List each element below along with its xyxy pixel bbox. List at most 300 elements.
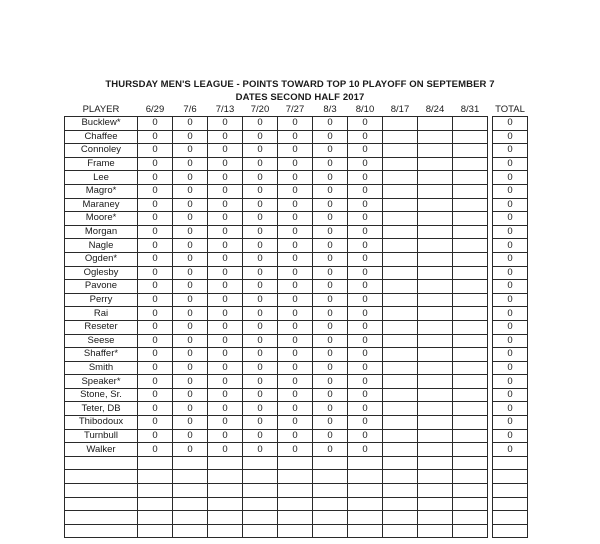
- score-cell: [383, 402, 418, 416]
- score-cell: [418, 511, 453, 525]
- table-row: [65, 511, 528, 525]
- score-cell: 0: [208, 280, 243, 294]
- table-row: [65, 416, 528, 430]
- table-row: [65, 402, 528, 416]
- score-cell: [383, 225, 418, 239]
- score-cell: 0: [348, 348, 383, 362]
- date-column-header: 8/24: [425, 104, 445, 115]
- score-cell: 0: [208, 144, 243, 158]
- score-cell: [453, 429, 488, 443]
- table-row: [65, 524, 528, 538]
- table-row: [65, 484, 528, 498]
- score-cell: 0: [313, 443, 348, 457]
- score-cell: [243, 524, 278, 538]
- score-cell: 0: [138, 293, 173, 307]
- score-cell: 0: [348, 266, 383, 280]
- player-name-cell: Frame: [65, 157, 138, 171]
- score-cell: 0: [313, 198, 348, 212]
- score-cell: [383, 443, 418, 457]
- score-cell: 0: [138, 320, 173, 334]
- table-row: [65, 171, 528, 185]
- score-cell: [383, 429, 418, 443]
- score-cell: [138, 484, 173, 498]
- player-name-cell: Shaffer*: [65, 348, 138, 362]
- total-cell: 0: [493, 198, 528, 212]
- score-cell: [453, 252, 488, 266]
- player-name-cell: Rai: [65, 307, 138, 321]
- score-cell: 0: [173, 198, 208, 212]
- score-cell: 0: [208, 239, 243, 253]
- player-name-cell: Lee: [65, 171, 138, 185]
- header-row: [65, 104, 528, 117]
- score-cell: 0: [278, 429, 313, 443]
- player-name-cell: Perry: [65, 293, 138, 307]
- score-cell: [383, 198, 418, 212]
- score-cell: [138, 456, 173, 470]
- score-cell: [418, 293, 453, 307]
- score-cell: 0: [243, 307, 278, 321]
- score-cell: [418, 497, 453, 511]
- score-cell: 0: [243, 320, 278, 334]
- table-row: [65, 307, 528, 321]
- score-cell: [313, 511, 348, 525]
- score-cell: 0: [313, 320, 348, 334]
- score-cell: 0: [208, 402, 243, 416]
- score-cell: 0: [138, 280, 173, 294]
- score-cell: 0: [138, 348, 173, 362]
- score-cell: 0: [243, 252, 278, 266]
- score-cell: 0: [173, 307, 208, 321]
- score-cell: 0: [243, 375, 278, 389]
- score-cell: [418, 225, 453, 239]
- score-cell: 0: [348, 334, 383, 348]
- score-cell: [453, 266, 488, 280]
- player-name-cell: Moore*: [65, 212, 138, 226]
- score-cell: 0: [278, 388, 313, 402]
- score-cell: [453, 388, 488, 402]
- score-cell: 0: [348, 443, 383, 457]
- score-cell: 0: [243, 348, 278, 362]
- score-cell: [453, 184, 488, 198]
- score-cell: 0: [348, 212, 383, 226]
- table-row: [65, 375, 528, 389]
- score-cell: 0: [208, 184, 243, 198]
- score-cell: 0: [348, 307, 383, 321]
- score-cell: 0: [138, 429, 173, 443]
- score-cell: [278, 484, 313, 498]
- score-cell: [383, 144, 418, 158]
- score-cell: 0: [208, 361, 243, 375]
- score-cell: 0: [208, 416, 243, 430]
- table-row: [65, 443, 528, 457]
- score-cell: [453, 239, 488, 253]
- player-name-cell: Maraney: [65, 198, 138, 212]
- date-column-header: 8/31: [460, 104, 480, 115]
- score-cell: [383, 348, 418, 362]
- score-cell: [453, 144, 488, 158]
- score-cell: 0: [173, 171, 208, 185]
- score-cell: 0: [173, 252, 208, 266]
- score-cell: [348, 497, 383, 511]
- score-cell: 0: [208, 130, 243, 144]
- score-cell: 0: [208, 307, 243, 321]
- score-cell: 0: [173, 429, 208, 443]
- total-cell: 0: [493, 157, 528, 171]
- score-cell: 0: [138, 252, 173, 266]
- score-cell: 0: [173, 117, 208, 131]
- score-cell: [383, 470, 418, 484]
- score-cell: [418, 348, 453, 362]
- score-cell: 0: [173, 225, 208, 239]
- score-cell: 0: [313, 416, 348, 430]
- score-cell: [383, 388, 418, 402]
- score-cell: [453, 198, 488, 212]
- score-cell: [418, 266, 453, 280]
- score-cell: 0: [138, 184, 173, 198]
- score-cell: 0: [313, 130, 348, 144]
- score-cell: [383, 456, 418, 470]
- score-cell: 0: [278, 402, 313, 416]
- score-cell: 0: [173, 157, 208, 171]
- score-cell: 0: [173, 130, 208, 144]
- total-cell: 0: [493, 239, 528, 253]
- score-cell: [348, 524, 383, 538]
- score-cell: 0: [173, 320, 208, 334]
- score-cell: [453, 171, 488, 185]
- score-cell: 0: [313, 402, 348, 416]
- score-cell: 0: [138, 443, 173, 457]
- score-cell: 0: [313, 184, 348, 198]
- table-body: [65, 117, 528, 538]
- score-cell: 0: [208, 252, 243, 266]
- table-row: [65, 144, 528, 158]
- score-cell: [418, 198, 453, 212]
- table-row: [65, 334, 528, 348]
- points-table: [64, 104, 528, 538]
- score-cell: 0: [348, 361, 383, 375]
- score-cell: 0: [173, 280, 208, 294]
- score-cell: 0: [173, 416, 208, 430]
- score-cell: [173, 456, 208, 470]
- score-cell: [418, 484, 453, 498]
- score-cell: 0: [348, 429, 383, 443]
- score-cell: [418, 429, 453, 443]
- score-cell: [173, 511, 208, 525]
- score-cell: [383, 171, 418, 185]
- score-cell: 0: [208, 334, 243, 348]
- score-cell: [418, 402, 453, 416]
- table-row: [65, 293, 528, 307]
- score-cell: 0: [278, 239, 313, 253]
- score-cell: [138, 497, 173, 511]
- table-row: [65, 239, 528, 253]
- total-cell: [493, 456, 528, 470]
- score-cell: 0: [348, 225, 383, 239]
- total-cell: 0: [493, 320, 528, 334]
- score-cell: 0: [138, 225, 173, 239]
- score-cell: 0: [208, 212, 243, 226]
- score-cell: 0: [138, 307, 173, 321]
- score-cell: 0: [278, 375, 313, 389]
- score-cell: [453, 348, 488, 362]
- score-cell: [313, 484, 348, 498]
- score-cell: 0: [138, 416, 173, 430]
- score-cell: [383, 320, 418, 334]
- total-cell: [493, 484, 528, 498]
- table-row: [65, 497, 528, 511]
- total-cell: 0: [493, 293, 528, 307]
- score-cell: [278, 511, 313, 525]
- score-cell: [383, 497, 418, 511]
- score-cell: [418, 252, 453, 266]
- score-cell: 0: [313, 429, 348, 443]
- score-cell: 0: [138, 388, 173, 402]
- score-cell: 0: [278, 307, 313, 321]
- score-cell: [418, 130, 453, 144]
- score-cell: [243, 497, 278, 511]
- score-cell: [418, 144, 453, 158]
- score-cell: 0: [278, 225, 313, 239]
- score-cell: 0: [173, 361, 208, 375]
- player-name-cell: [65, 511, 138, 525]
- score-cell: 0: [243, 388, 278, 402]
- score-cell: 0: [278, 334, 313, 348]
- score-cell: [348, 456, 383, 470]
- score-cell: 0: [138, 266, 173, 280]
- table-row: [65, 157, 528, 171]
- score-cell: 0: [208, 388, 243, 402]
- score-cell: [418, 280, 453, 294]
- score-cell: [453, 443, 488, 457]
- score-cell: [383, 334, 418, 348]
- score-cell: 0: [313, 375, 348, 389]
- score-cell: 0: [278, 157, 313, 171]
- player-name-cell: Walker: [65, 443, 138, 457]
- score-cell: [418, 524, 453, 538]
- score-cell: [208, 524, 243, 538]
- score-cell: 0: [278, 416, 313, 430]
- score-cell: [383, 239, 418, 253]
- score-cell: 0: [173, 388, 208, 402]
- score-cell: [383, 266, 418, 280]
- score-cell: [383, 212, 418, 226]
- score-cell: [383, 130, 418, 144]
- score-cell: 0: [313, 388, 348, 402]
- score-cell: 0: [348, 375, 383, 389]
- player-name-cell: [65, 524, 138, 538]
- score-cell: 0: [138, 212, 173, 226]
- player-name-cell: Connoley: [65, 144, 138, 158]
- score-cell: 0: [243, 225, 278, 239]
- table-row: [65, 429, 528, 443]
- score-cell: [383, 184, 418, 198]
- table-row: [65, 117, 528, 131]
- score-cell: [453, 524, 488, 538]
- score-cell: 0: [348, 144, 383, 158]
- score-cell: [453, 484, 488, 498]
- score-cell: 0: [208, 320, 243, 334]
- score-cell: [453, 307, 488, 321]
- score-cell: 0: [348, 117, 383, 131]
- score-cell: [418, 375, 453, 389]
- score-cell: 0: [313, 293, 348, 307]
- table-row: [65, 456, 528, 470]
- score-cell: 0: [243, 361, 278, 375]
- total-cell: 0: [493, 402, 528, 416]
- score-cell: [313, 470, 348, 484]
- score-cell: [383, 375, 418, 389]
- score-cell: 0: [278, 117, 313, 131]
- table-row: [65, 225, 528, 239]
- score-cell: 0: [278, 320, 313, 334]
- score-cell: 0: [208, 157, 243, 171]
- score-cell: 0: [313, 212, 348, 226]
- score-cell: [418, 334, 453, 348]
- player-name-cell: [65, 470, 138, 484]
- score-cell: 0: [313, 239, 348, 253]
- table-row: [65, 198, 528, 212]
- score-cell: 0: [278, 198, 313, 212]
- player-name-cell: Magro*: [65, 184, 138, 198]
- score-cell: [173, 497, 208, 511]
- score-cell: 0: [278, 252, 313, 266]
- table-row: [65, 184, 528, 198]
- score-cell: 0: [138, 361, 173, 375]
- score-cell: [313, 497, 348, 511]
- score-cell: 0: [278, 212, 313, 226]
- score-cell: 0: [208, 293, 243, 307]
- score-cell: [278, 456, 313, 470]
- score-cell: 0: [243, 198, 278, 212]
- score-cell: [173, 484, 208, 498]
- score-cell: 0: [243, 280, 278, 294]
- score-cell: [418, 456, 453, 470]
- player-name-cell: Smith: [65, 361, 138, 375]
- player-name-cell: [65, 456, 138, 470]
- score-cell: 0: [243, 130, 278, 144]
- score-cell: [418, 171, 453, 185]
- score-cell: [418, 443, 453, 457]
- score-cell: 0: [173, 144, 208, 158]
- score-cell: 0: [313, 117, 348, 131]
- score-cell: [453, 511, 488, 525]
- score-cell: 0: [173, 402, 208, 416]
- score-cell: [243, 484, 278, 498]
- total-cell: 0: [493, 280, 528, 294]
- score-cell: 0: [278, 348, 313, 362]
- score-cell: 0: [138, 402, 173, 416]
- score-cell: [243, 470, 278, 484]
- score-cell: 0: [348, 280, 383, 294]
- score-cell: 0: [138, 171, 173, 185]
- score-cell: 0: [138, 157, 173, 171]
- score-cell: [383, 307, 418, 321]
- score-cell: 0: [243, 117, 278, 131]
- score-cell: 0: [278, 361, 313, 375]
- score-cell: 0: [173, 334, 208, 348]
- score-cell: [173, 470, 208, 484]
- player-name-cell: [65, 497, 138, 511]
- table-row: [65, 266, 528, 280]
- score-cell: [418, 307, 453, 321]
- score-cell: 0: [348, 402, 383, 416]
- total-cell: 0: [493, 443, 528, 457]
- score-cell: 0: [173, 293, 208, 307]
- score-cell: [348, 511, 383, 525]
- score-cell: 0: [243, 239, 278, 253]
- table-row: [65, 348, 528, 362]
- date-column-header: 8/17: [390, 104, 410, 115]
- score-cell: [418, 416, 453, 430]
- score-cell: [383, 416, 418, 430]
- date-column-header: 8/10: [355, 104, 375, 115]
- page-subtitle: DATES SECOND HALF 2017: [235, 92, 365, 103]
- score-cell: [138, 470, 173, 484]
- score-cell: [453, 157, 488, 171]
- total-cell: 0: [493, 307, 528, 321]
- score-cell: 0: [313, 348, 348, 362]
- score-cell: 0: [313, 334, 348, 348]
- score-cell: 0: [173, 348, 208, 362]
- player-name-cell: Oglesby: [65, 266, 138, 280]
- score-cell: [313, 524, 348, 538]
- score-cell: 0: [138, 144, 173, 158]
- table-row: [65, 470, 528, 484]
- score-cell: 0: [173, 239, 208, 253]
- score-cell: 0: [278, 443, 313, 457]
- total-cell: 0: [493, 266, 528, 280]
- score-cell: [313, 456, 348, 470]
- score-cell: [453, 334, 488, 348]
- score-cell: [453, 361, 488, 375]
- score-cell: 0: [348, 293, 383, 307]
- score-cell: 0: [313, 252, 348, 266]
- total-cell: 0: [493, 334, 528, 348]
- score-cell: [173, 524, 208, 538]
- total-cell: 0: [493, 130, 528, 144]
- total-cell: [493, 524, 528, 538]
- score-cell: [453, 456, 488, 470]
- score-cell: [453, 130, 488, 144]
- score-cell: [138, 524, 173, 538]
- player-name-cell: Turnbull: [65, 429, 138, 443]
- score-cell: 0: [278, 171, 313, 185]
- score-cell: [418, 117, 453, 131]
- score-cell: 0: [243, 144, 278, 158]
- score-cell: 0: [138, 334, 173, 348]
- score-cell: 0: [208, 225, 243, 239]
- player-name-cell: Teter, DB: [65, 402, 138, 416]
- score-cell: 0: [348, 239, 383, 253]
- player-name-cell: Chaffee: [65, 130, 138, 144]
- total-cell: [493, 497, 528, 511]
- player-name-cell: Bucklew*: [65, 117, 138, 131]
- score-cell: 0: [208, 266, 243, 280]
- player-name-cell: Speaker*: [65, 375, 138, 389]
- score-cell: 0: [313, 144, 348, 158]
- score-cell: [418, 212, 453, 226]
- score-cell: [453, 470, 488, 484]
- score-cell: [243, 511, 278, 525]
- total-cell: 0: [493, 171, 528, 185]
- table-row: [65, 320, 528, 334]
- table-row: [65, 252, 528, 266]
- total-cell: 0: [493, 212, 528, 226]
- score-cell: [383, 280, 418, 294]
- score-cell: 0: [243, 443, 278, 457]
- score-cell: 0: [243, 416, 278, 430]
- score-cell: [418, 388, 453, 402]
